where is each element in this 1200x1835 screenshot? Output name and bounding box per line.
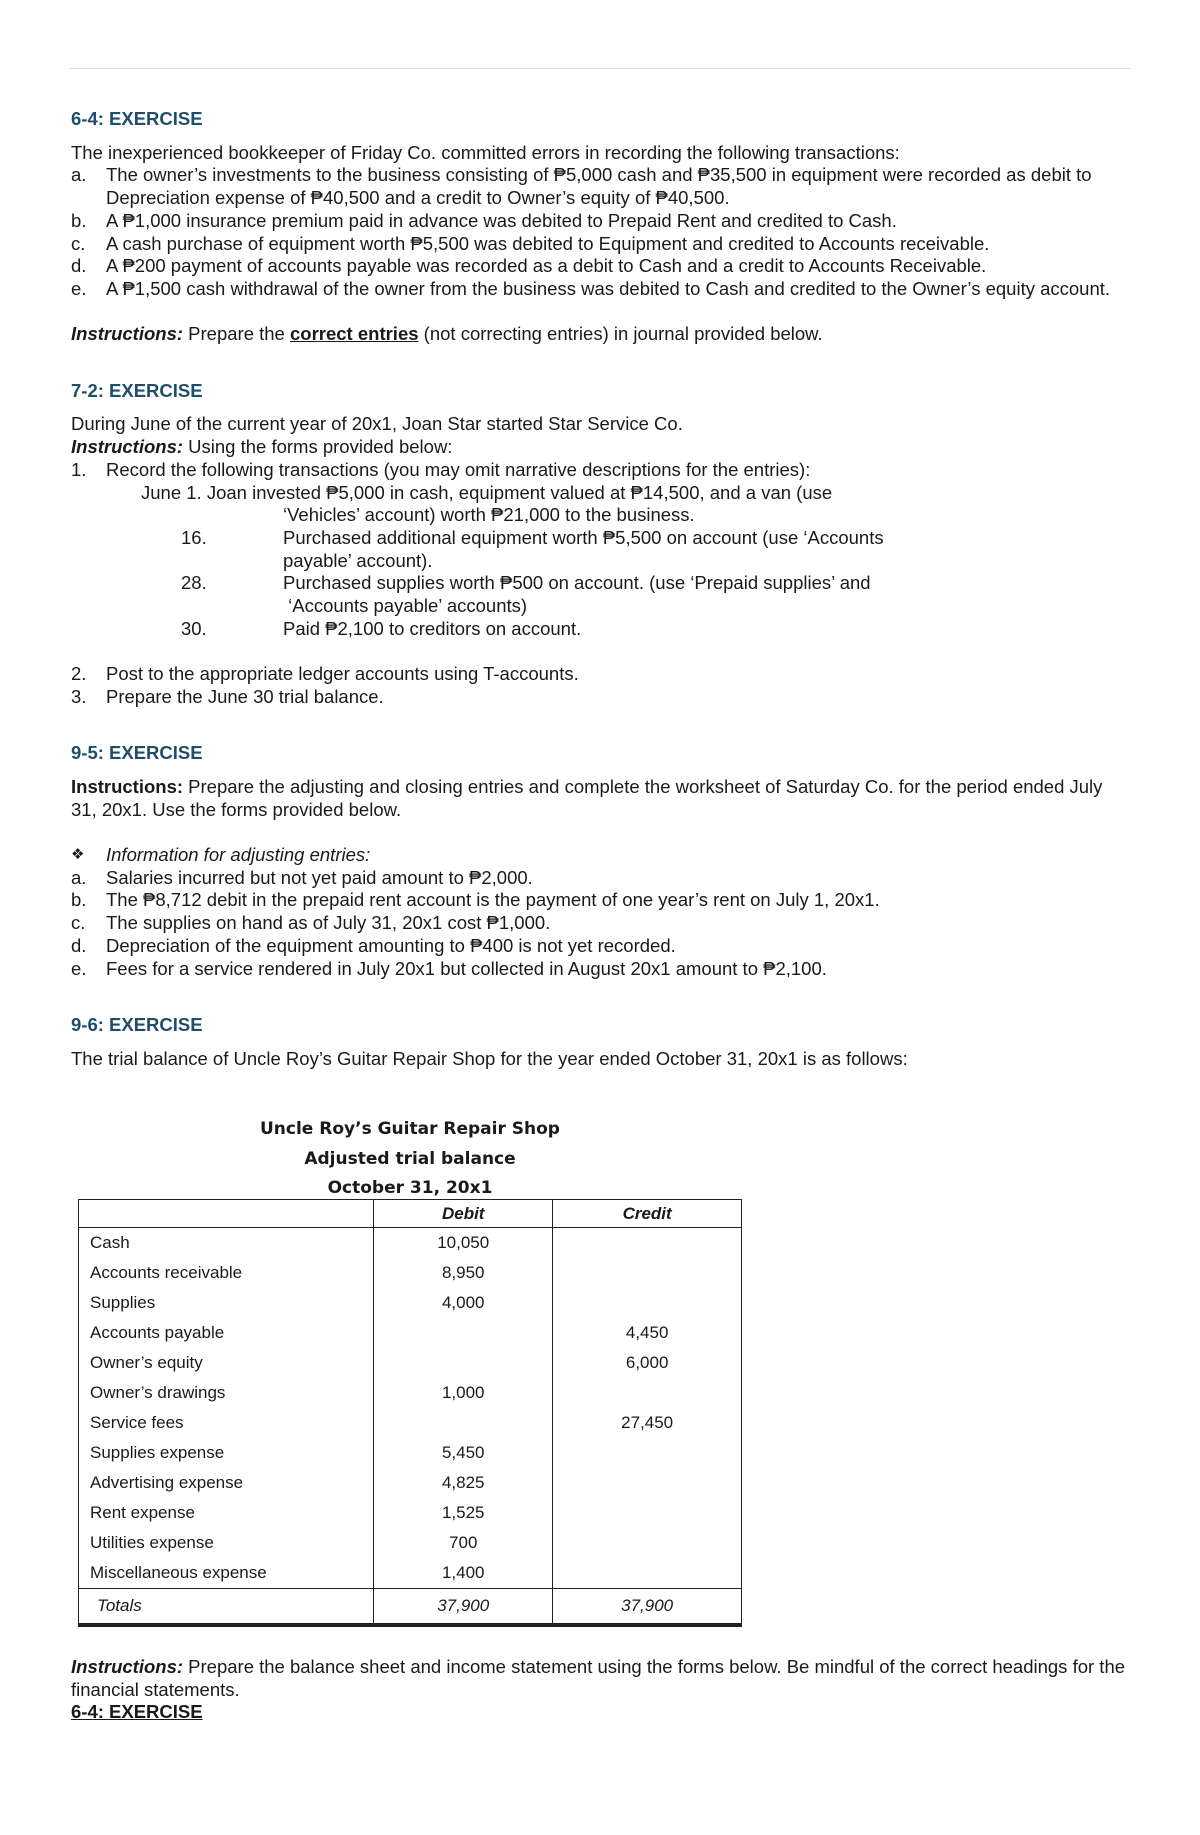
- ex64-heading: 6-4: EXERCISE: [71, 108, 203, 129]
- schedule-june-1-cont: ‘Vehicles’ account) worth ₱21,000 to the business.: [283, 504, 695, 526]
- cell-credit: [553, 1378, 742, 1408]
- cell-debit: 8,950: [374, 1258, 553, 1288]
- ex72-heading: 7-2: EXERCISE: [71, 379, 203, 401]
- schedule-june-1: June 1. Joan invested ₱5,000 in cash, equipment valued at ₱14,500, and a van (use: [141, 481, 833, 503]
- table-row: [79, 1258, 742, 1288]
- table-row: [79, 1228, 742, 1259]
- ex95-item: a. Salaries incurred but not yet paid amount to ₱2,000.: [71, 866, 533, 888]
- cell-account: Rent expense: [79, 1498, 374, 1528]
- cell-account: Utilities expense: [79, 1528, 374, 1558]
- cell-debit: 1,525: [374, 1498, 553, 1528]
- ex95-info-bullet: ❖ Information for adjusting entries:: [71, 844, 371, 866]
- col-debit-header: Debit: [374, 1200, 553, 1228]
- cell-credit: [553, 1438, 742, 1468]
- table-row: [79, 1408, 742, 1438]
- ex64-instructions: Instructions: Prepare the correct entries (not correcting entries) in journal provided below.: [71, 323, 823, 345]
- ex95-item: e. Fees for a service rendered in July 20x1 but collected in August 20x1 amount to ₱2,100.: [71, 957, 827, 979]
- ex95-item: d. Depreciation of the equipment amounting to ₱400 is not yet recorded.: [71, 934, 676, 956]
- cell-debit: 700: [374, 1528, 553, 1558]
- cell-debit: 1,000: [374, 1378, 553, 1408]
- table-row: [79, 1498, 742, 1528]
- cell-credit: [553, 1528, 742, 1558]
- ex64-item: d. A ₱200 payment of accounts payable was recorded as a debit to Cash and a credit to Accounts Receivable.: [71, 255, 987, 277]
- ex64-item: b. A ₱1,000 insurance premium paid in advance was debited to Prepaid Rent and credited to Cash.: [71, 209, 897, 231]
- trial-balance-table: [78, 1199, 742, 1627]
- table-row: [79, 1318, 742, 1348]
- cell-credit: [553, 1228, 742, 1259]
- tb-title-date: October 31, 20x1: [327, 1178, 493, 1198]
- cell-credit: 4,450: [553, 1318, 742, 1348]
- tb-title-company: Uncle Roy’s Guitar Repair Shop: [260, 1119, 560, 1139]
- ex95-item: c. The supplies on hand as of July 31, 20x1 cost ₱1,000.: [71, 912, 551, 934]
- cell-account: Accounts receivable: [79, 1258, 374, 1288]
- cell-credit: [553, 1288, 742, 1318]
- top-divider: [70, 68, 1130, 69]
- ex64-item: e. A ₱1,500 cash withdrawal of the owner from the business was debited to Cash and credited to the Owner’s equity account.: [71, 277, 1111, 299]
- schedule-entry: 28. Purchased supplies worth ₱500 on account. (use ‘Prepaid supplies’ and ‘Accounts payable’ accounts): [181, 572, 871, 617]
- cell-debit: 1,400: [374, 1558, 553, 1589]
- cell-debit: [374, 1408, 553, 1438]
- cell-account: Owner’s drawings: [79, 1378, 374, 1408]
- totals-label: Totals: [79, 1589, 374, 1626]
- totals-row: [79, 1589, 742, 1626]
- table-row: [79, 1348, 742, 1378]
- cell-credit: [553, 1558, 742, 1589]
- table-row: [79, 1378, 742, 1408]
- cell-account: Accounts payable: [79, 1318, 374, 1348]
- cell-credit: [553, 1468, 742, 1498]
- cell-credit: 27,450: [553, 1408, 742, 1438]
- ex64-item: a. The owner’s investments to the business consisting of ₱5,000 cash and ₱35,500 in equipment were recorded as debit to Depreciation expense of ₱40,500 and a credit to Owner’s equity of ₱40,500.: [71, 164, 1092, 209]
- col-credit-header: Credit: [553, 1200, 742, 1228]
- ex95-instructions: Instructions: Prepare the adjusting and closing entries and complete the worksheet of Saturday Co. for the period ended July 31, 20x1. Use the forms provided below.: [71, 775, 1103, 820]
- cell-debit: 4,000: [374, 1288, 553, 1318]
- table-row: [79, 1558, 742, 1589]
- ex72-instructions: Instructions: Using the forms provided below:: [71, 436, 453, 458]
- cell-account: Advertising expense: [79, 1468, 374, 1498]
- table-header-row: [79, 1200, 742, 1228]
- table-row: [79, 1288, 742, 1318]
- ex64-intro: The inexperienced bookkeeper of Friday Co. committed errors in recording the following transactions:: [71, 141, 900, 163]
- cell-account: Supplies expense: [79, 1438, 374, 1468]
- ex72-step: 3. Prepare the June 30 trial balance.: [71, 685, 384, 707]
- cell-credit: 6,000: [553, 1348, 742, 1378]
- ex96-instructions: Instructions: Prepare the balance sheet and income statement using the forms below. Be mindful of the correct headings for the financial statements.: [71, 1656, 1126, 1700]
- ex95-heading: 9-5: EXERCISE: [71, 742, 203, 764]
- table-row: [79, 1528, 742, 1558]
- totals-credit: 37,900: [553, 1589, 742, 1626]
- cell-debit: [374, 1348, 553, 1378]
- cell-account: Cash: [79, 1228, 374, 1259]
- cell-account: Supplies: [79, 1288, 374, 1318]
- cell-debit: 4,825: [374, 1468, 553, 1498]
- cell-debit: [374, 1318, 553, 1348]
- schedule-entry: 16. Purchased additional equipment worth ₱5,500 on account (use ‘Accounts payable’ account).: [181, 526, 884, 571]
- cell-credit: [553, 1498, 742, 1528]
- ex96-instructions-block: [71, 1656, 1131, 1724]
- ex96-intro: The trial balance of Uncle Roy’s Guitar Repair Shop for the year ended October 31, 20x1 is as follows:: [71, 1047, 908, 1069]
- cell-debit: 5,450: [374, 1438, 553, 1468]
- cell-debit: 10,050: [374, 1228, 553, 1259]
- ex96-heading: 9-6: EXERCISE: [71, 1013, 203, 1035]
- ex72-intro: During June of the current year of 20x1, Joan Star started Star Service Co.: [71, 413, 683, 435]
- schedule-entry: 30. Paid ₱2,100 to creditors on account.: [181, 617, 582, 639]
- ex64-item: c. A cash purchase of equipment worth ₱5,500 was debited to Equipment and credited to Accounts receivable.: [71, 232, 990, 254]
- footer-heading: 6-4: EXERCISE: [71, 1701, 203, 1723]
- cell-account: Service fees: [79, 1408, 374, 1438]
- ex72-step: 2. Post to the appropriate ledger accounts using T-accounts.: [71, 663, 579, 685]
- ex95-item: b. The ₱8,712 debit in the prepaid rent account is the payment of one year’s rent on July 1, 20x1.: [71, 889, 880, 911]
- tb-title-report: Adjusted trial balance: [304, 1148, 516, 1169]
- table-row: [79, 1468, 742, 1498]
- document-body: [71, 108, 1131, 1070]
- diamond-bullet-icon: ❖: [71, 846, 85, 864]
- ex72-step: 1. Record the following transactions (you may omit narrative descriptions for the entries):: [71, 458, 811, 480]
- totals-debit: 37,900: [374, 1589, 553, 1626]
- cell-account: Miscellaneous expense: [79, 1558, 374, 1589]
- trial-balance-titles: [78, 1115, 742, 1204]
- cell-credit: [553, 1258, 742, 1288]
- table-row: [79, 1438, 742, 1468]
- cell-account: Owner’s equity: [79, 1348, 374, 1378]
